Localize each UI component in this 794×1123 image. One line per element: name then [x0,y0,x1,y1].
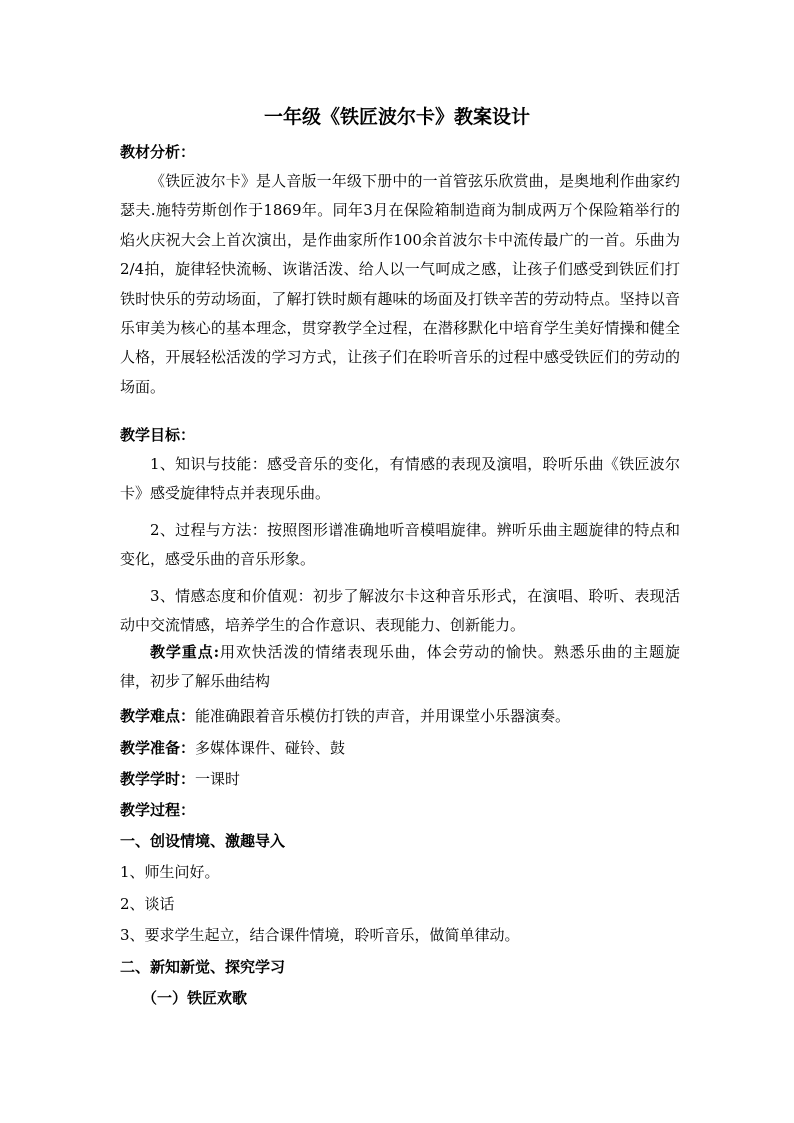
section1-item-1: 1、师生问好。 [120,863,220,881]
section1-item-2: 2、谈话 [120,895,175,913]
process-heading: 教学过程： [120,801,196,819]
focus-label: 教学重点: [150,643,220,661]
difficulty-text: 能准确跟着音乐模仿打铁的声音，并用课堂小乐器演奏。 [195,707,571,725]
document-title: 一年级《铁匠波尔卡》教案设计 [263,106,530,128]
goals-section [120,450,680,640]
hours-label: 教学学时： [120,770,196,788]
section2-heading: 二、新知新觉、探究学习 [120,958,286,976]
goal-item-1: 1、知识与技能：感受音乐的变化，有情感的表现及演唱，聆听乐曲《铁匠波尔卡》感受旋律特点并表现乐曲。 [120,455,680,503]
prep-label: 教学准备： [120,739,196,757]
goal-item-3: 3、情感态度和价值观：初步了解波尔卡这种音乐形式，在演唱、聆听、表现活动中交流情感，培养学生的合作意识、表现能力、创新能力。 [120,586,680,635]
goal-item-2: 2、过程与方法：按照图形谱准确地听音模唱旋律。辨听乐曲主题旋律的特点和变化，感受乐曲的音乐形象。 [120,520,680,569]
hours-text: 一课时 [195,770,241,788]
hours-line [120,768,240,790]
section2-subheading: （一）铁匠欢歌 [142,989,248,1007]
goals-heading: 教学目标： [120,426,196,444]
difficulty-label: 教学难点： [120,707,196,725]
material-paragraph: 《铁匠波尔卡》是人音版一年级下册中的一首管弦乐欣赏曲，是奥地利作曲家约瑟夫.施特劳斯创作于1869年。同年3月在保险箱制造商为制成两万个保险箱举行的焰火庆祝大会上首次演出，是作曲家所作100余首波尔卡中流传最广的一首。乐曲为2/4拍，旋律轻快流畅、诙谐活泼、给人以一气呵成之感，让孩子们感受到铁匠们打铁时快乐的劳动场面，了解打铁时颇有趣味的场面及打铁辛苦的劳动特点。坚持以音乐审美为核心的基本理念，贯穿教学全过程，在潜移默化中培育学生美好情操和健全人格，开展轻松活泼的学习方式，让孩子们在聆听音乐的过程中感受铁匠们的劳动的场面。 [120,172,680,396]
section1-heading: 一、创设情境、激趣导入 [120,832,286,850]
focus-section [120,638,680,697]
focus-text: 用欢快活泼的情绪表现乐曲，体会劳动的愉快。熟悉乐曲的主题旋律，初步了解乐曲结构 [120,643,680,691]
section1-item-3: 3、要求学生起立，结合课件情境，聆听音乐，做简单律动。 [120,926,520,944]
focus-paragraph [120,638,680,697]
difficulty-line [120,705,570,727]
prep-line [120,737,345,759]
material-section [120,167,680,402]
material-heading: 教材分析： [120,143,196,161]
prep-text: 多媒体课件、碰铃、鼓 [195,739,346,757]
